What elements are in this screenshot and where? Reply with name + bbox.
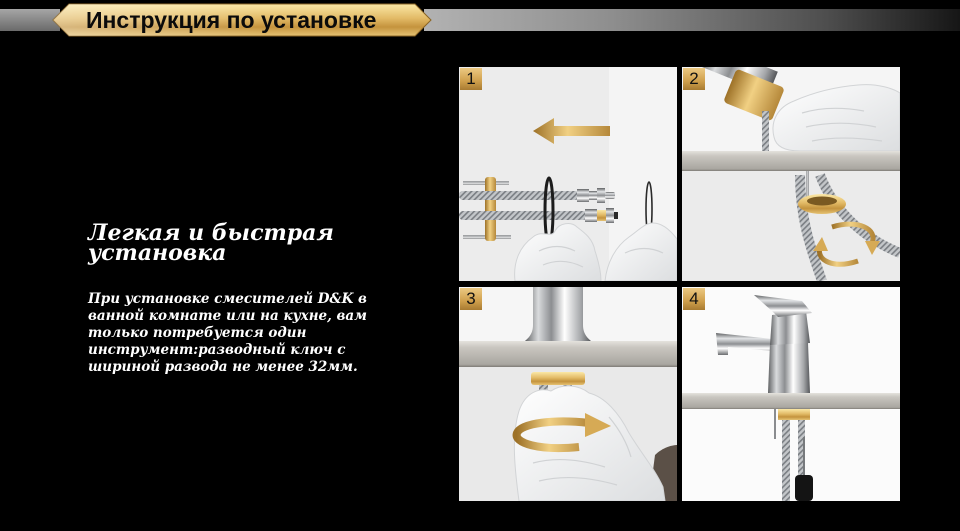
feature-heading bbox=[88, 220, 334, 266]
feature-description-line: инструмент:разводный ключ с bbox=[88, 342, 346, 358]
faucet-cartridge bbox=[770, 311, 810, 345]
header-rule-left bbox=[0, 9, 60, 31]
brass-nut bbox=[778, 409, 810, 420]
countertop bbox=[682, 393, 900, 409]
step-2-panel bbox=[682, 67, 900, 281]
step-2-photo bbox=[682, 67, 900, 281]
feature-description-line: При установке смесителей D&K в bbox=[88, 291, 367, 307]
step-4-photo bbox=[682, 287, 900, 501]
step-1-panel bbox=[459, 67, 677, 281]
step-3-photo bbox=[459, 287, 677, 501]
mounting-stud bbox=[774, 409, 776, 439]
step-number-badge: 3 bbox=[460, 288, 482, 310]
countertop bbox=[459, 341, 677, 367]
braided-hose bbox=[782, 420, 790, 501]
faucet-body bbox=[768, 343, 810, 393]
step-number-badge: 2 bbox=[683, 68, 705, 90]
step-4-panel bbox=[682, 287, 900, 501]
feature-description-line: только потребуется один bbox=[88, 325, 307, 341]
feature-heading-line: Легкая и быстрая bbox=[88, 220, 334, 246]
feature-description-line: шириной развода не менее 32мм. bbox=[88, 359, 358, 375]
faucet-base bbox=[525, 287, 591, 341]
step-number-badge: 4 bbox=[683, 288, 705, 310]
countertop bbox=[682, 151, 900, 171]
feature-heading-line: установка bbox=[88, 240, 227, 266]
step-3-panel bbox=[459, 287, 677, 501]
title-banner bbox=[52, 3, 432, 37]
feature-description bbox=[88, 291, 367, 376]
page-title: Инструкция по установке bbox=[86, 7, 377, 33]
step-1-photo bbox=[459, 67, 677, 281]
header-rule-right bbox=[424, 9, 960, 31]
feature-description-line: ванной комнате или на кухне, вам bbox=[88, 308, 367, 324]
brass-nut bbox=[798, 194, 846, 214]
brass-nut bbox=[531, 372, 585, 385]
step-number-badge: 1 bbox=[460, 68, 482, 90]
